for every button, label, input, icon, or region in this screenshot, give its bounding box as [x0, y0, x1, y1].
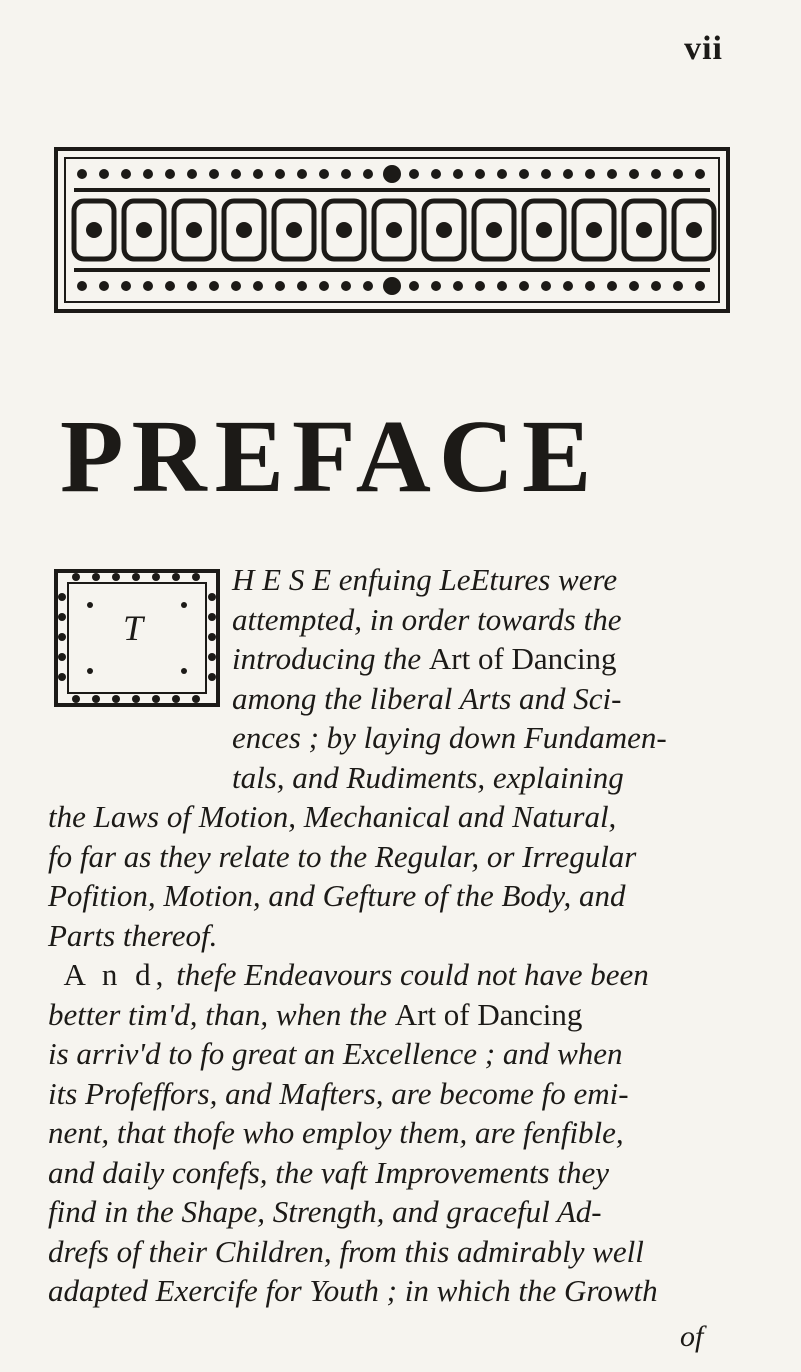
catchword: of [680, 1320, 704, 1353]
text-segment: better tim'd, than, when the [48, 996, 395, 1032]
paragraph-2 [48, 955, 738, 1311]
text-line: attempted, in order towards the [232, 601, 622, 637]
text-segment: thefe Endeavours could not have been [168, 957, 649, 992]
preface-body [48, 560, 738, 1311]
text-line: ences ; by laying down Fundamen- [232, 720, 667, 755]
text-line: and daily confefs, the vaft Improvements they [48, 1154, 609, 1190]
text-line [48, 639, 738, 679]
art-of-dancing-phrase: Art of Dancing [394, 996, 583, 1032]
text-line: Parts thereof. [48, 917, 218, 953]
text-line: Pofition, Motion, and Gefture of the Body, and [48, 878, 626, 913]
text-line: among the liberal Arts and Sci- [232, 680, 622, 716]
text-line: drefs of their Children, from this admirably well [48, 1233, 644, 1269]
text-line: find in the Shape, Strength, and graceful Ad- [48, 1194, 602, 1229]
text-line [48, 995, 738, 1035]
text-line [48, 955, 738, 995]
text-segment: introducing the [232, 641, 429, 676]
text-line: tals, and Rudiments, explaining [232, 759, 624, 795]
text-line: fo far as they relate to the Regular, or Irregular [48, 838, 637, 874]
paragraph-lead: A n d, [63, 957, 169, 992]
page-number: vii [684, 30, 723, 67]
text-line: H E S E enfuing LeEtures were [232, 562, 618, 597]
text-line: the Laws of Motion, Mechanical and Natural, [48, 799, 617, 834]
paragraph-1 [48, 560, 738, 955]
text-line: its Profeffors, and Mafters, are become fo emi- [48, 1075, 629, 1111]
ornamental-headpiece [52, 145, 732, 315]
text-line: is arriv'd to fo great an Excellence ; and when [48, 1036, 623, 1071]
page-title: PREFACE [60, 399, 600, 514]
art-of-dancing-phrase: Art of Dancing [428, 641, 617, 676]
text-line: nent, that thofe who employ them, are fenfible, [48, 1115, 624, 1150]
drop-cap-letter: T [123, 608, 144, 648]
text-line: adapted Exercife for Youth ; in which the Growth [48, 1273, 658, 1308]
